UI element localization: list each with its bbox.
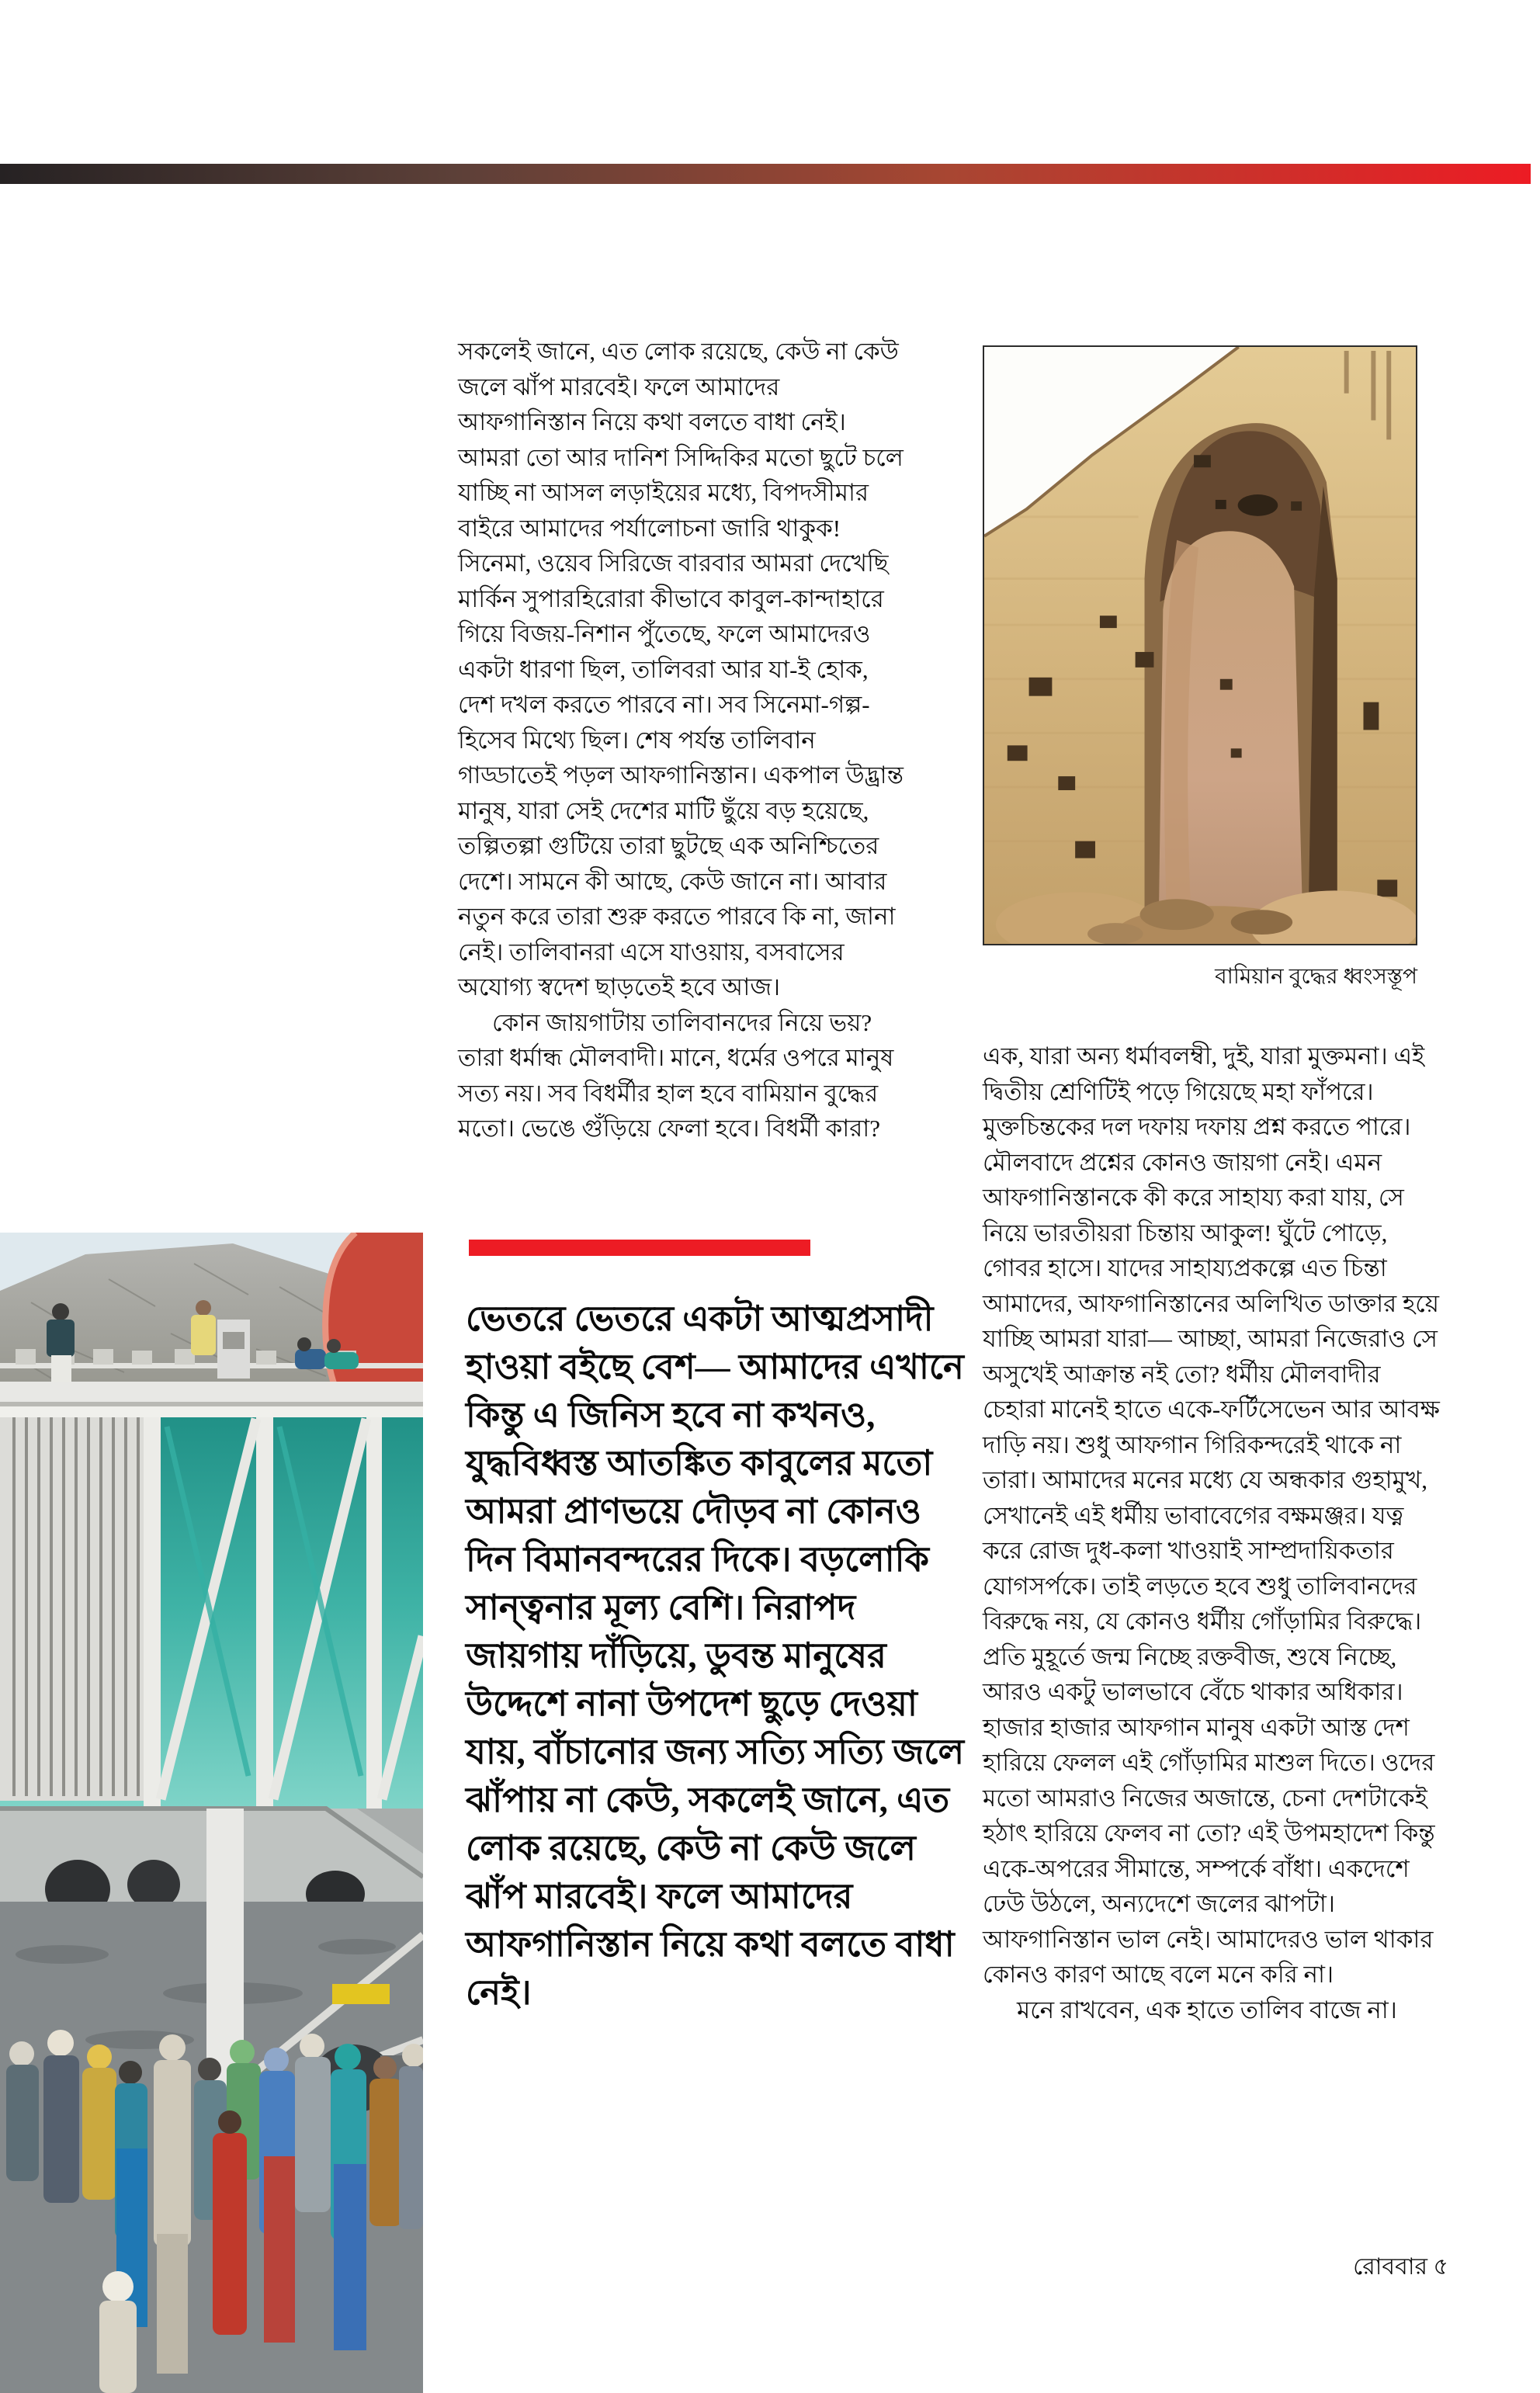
pull-quote-accent-bar xyxy=(469,1240,810,1256)
page-footer: রোববার ৫ xyxy=(1353,2254,1448,2280)
article-column-1 xyxy=(458,334,910,1146)
column2-paragraph-2: মনে রাখবেন, এক হাতে তালিব বাজে না। xyxy=(1017,1996,1397,2024)
photo-caption: বামিয়ান বুদ্ধের ধ্বংসস্তূপ xyxy=(1215,965,1417,989)
bamiyan-buddha-photo xyxy=(983,345,1417,945)
article-column-2 xyxy=(983,1039,1448,2027)
column1-paragraph-2: কোন জায়গাটায় তালিবানদের নিয়ে ভয়? তারা ধর্মান্ধ মৌলবাদী। মানে, ধর্মের ওপরে মানুষ সত্য নয়। সব বিধর্মীর হাল হবে বামিয়ান বুদ্ধের মতো। ভেঙে গুঁড়িয়ে ফেলা হবে। বিধর্মী কারা? xyxy=(458,1008,894,1142)
kabul-airport-photo xyxy=(0,1233,423,2393)
bamiyan-buddha-figure xyxy=(983,345,1417,990)
kabul-airport-figure xyxy=(0,1233,423,2393)
column1-paragraph-1: সকলেই জানে, এত লোক রয়েছে, কেউ না কেউ জলে ঝাঁপ মারবেই। ফলে আমাদের আফগানিস্তান নিয়ে কথা বলতে বাধা নেই। আমরা তো আর দানিশ সিদ্দিকির মতো ছুটে চলে যাচ্ছি না আসল লড়াইয়ের মধ্যে, বিপদসীমার বাইরে আমাদের পর্যালোচনা জারি থাকুক! সিনেমা, ওয়েব সিরিজে বারবার আমরা দেখেছি মার্কিন সুপারহিরোরা কীভাবে কাবুল-কান্দাহারে গিয়ে বিজয়-নিশান পুঁতেছে, ফলে আমাদেরও একটা ধারণা ছিল, তালিবরা আর যা-ই হোক, দেশ দখল করতে পারবে না। সব সিনেমা-গল্প-হিসেব মিথ্যে ছিল। শেষ পর্যন্ত তালিবান গাড্ডাতেই পড়ল আফগানিস্তান। একপাল উদ্ভ্রান্ত মানুষ, যারা সেই দেশের মাটি ছুঁয়ে বড় হয়েছে, তল্পিতল্পা গুটিয়ে তারা ছুটছে এক অনিশ্চিতের দেশে। সামনে কী আছে, কেউ জানে না। আবার নতুন করে তারা শুরু করতে পারবে কি না, জানা নেই। তালিবানরা এসে যাওয়ায়, বসবাসের অযোগ্য স্বদেশ ছাড়তেই হবে আজ। xyxy=(458,338,904,1001)
pull-quote: ভেতরে ভেতরে একটা আত্মপ্রসাদী হাওয়া বইছে বেশ— আমাদের এখানে কিন্তু এ জিনিস হবে না কখনও, যুদ্ধবিধ্বস্ত আতঙ্কিত কাবুলের মতো আমরা প্রাণভয়ে দৌড়ব না কোনও দিন বিমানবন্দরের দিকে। বড়লোকি সান্ত্বনার মূল্য বেশি। নিরাপদ জায়গায় দাঁড়িয়ে, ডুবন্ত মানুষের উদ্দেশে নানা উপদেশ ছুড়ে দেওয়া যায়, বাঁচানোর জন্য সত্যি সত্যি জলে ঝাঁপায় না কেউ, সকলেই জানে, এত লোক রয়েছে, কেউ না কেউ জলে ঝাঁপ মারবেই। ফলে আমাদের আফগানিস্তান নিয়ে কথা বলতে বাধা নেই। xyxy=(466,1299,965,2012)
top-gradient-rule xyxy=(0,164,1531,184)
column2-paragraph-1: এক, যারা অন্য ধর্মাবলম্বী, দুই, যারা মুক্তমনা। এই দ্বিতীয় শ্রেণিটিই পড়ে গিয়েছে মহা ফাঁপরে। মুক্তচিন্তকের দল দফায় দফায় প্রশ্ন করতে পারে। মৌলবাদে প্রশ্নের কোনও জায়গা নেই। এমন আফগানিস্তানকে কী করে সাহায্য করা যায়, সে নিয়ে ভারতীয়রা চিন্তায় আকুল! ঘুঁটে পোড়ে, গোবর হাসে। যাদের সাহায্যপ্রকল্পে এত চিন্তা আমাদের, আফগানিস্তানের অলিখিত ডাক্তার হয়ে যাচ্ছি আমরা যারা— আচ্ছা, আমরা নিজেরাও সে অসুখেই আক্রান্ত নই তো? ধর্মীয় মৌলবাদীর চেহারা মানেই হাতে একে-ফর্টিসেভেন আর আবক্ষ দাড়ি নয়। শুধু আফগান গিরিকন্দরেই থাকে না তারা। আমাদের মনের মধ্যে যে অন্ধকার গুহামুখ, সেখানেই এই ধর্মীয় ভাবাবেগের বক্ষমঞ্জর। যত্ন করে রোজ দুধ-কলা খাওয়াই সাম্প্রদায়িকতার যোগসর্পকে। তাই লড়তে হবে শুধু তালিবানদের বিরুদ্ধে নয়, যে কোনও ধর্মীয় গোঁড়ামির বিরুদ্ধে। প্রতি মুহূর্তে জন্ম নিচ্ছে রক্তবীজ, শুষে নিচ্ছে, আরও একটু ভালভাবে বেঁচে থাকার অধিকার। হাজার হাজার আফগান মানুষ একটা আস্ত দেশ হারিয়ে ফেলল এই গোঁড়ামির মাশুল দিতে। ওদের মতো আমরাও নিজের অজান্তে, চেনা দেশটাকেই হঠাৎ হারিয়ে ফেলব না তো? এই উপমহাদেশ কিন্তু একে-অপরের সীমান্তে, সম্পর্কে বাঁধা। একদেশে ঢেউ উঠলে, অন্যদেশে জলের ঝাপটা। আফগানিস্তান ভাল নেই। আমাদেরও ভাল থাকার কোনও কারণ আছে বলে মনে করি না। xyxy=(983,1042,1440,1988)
